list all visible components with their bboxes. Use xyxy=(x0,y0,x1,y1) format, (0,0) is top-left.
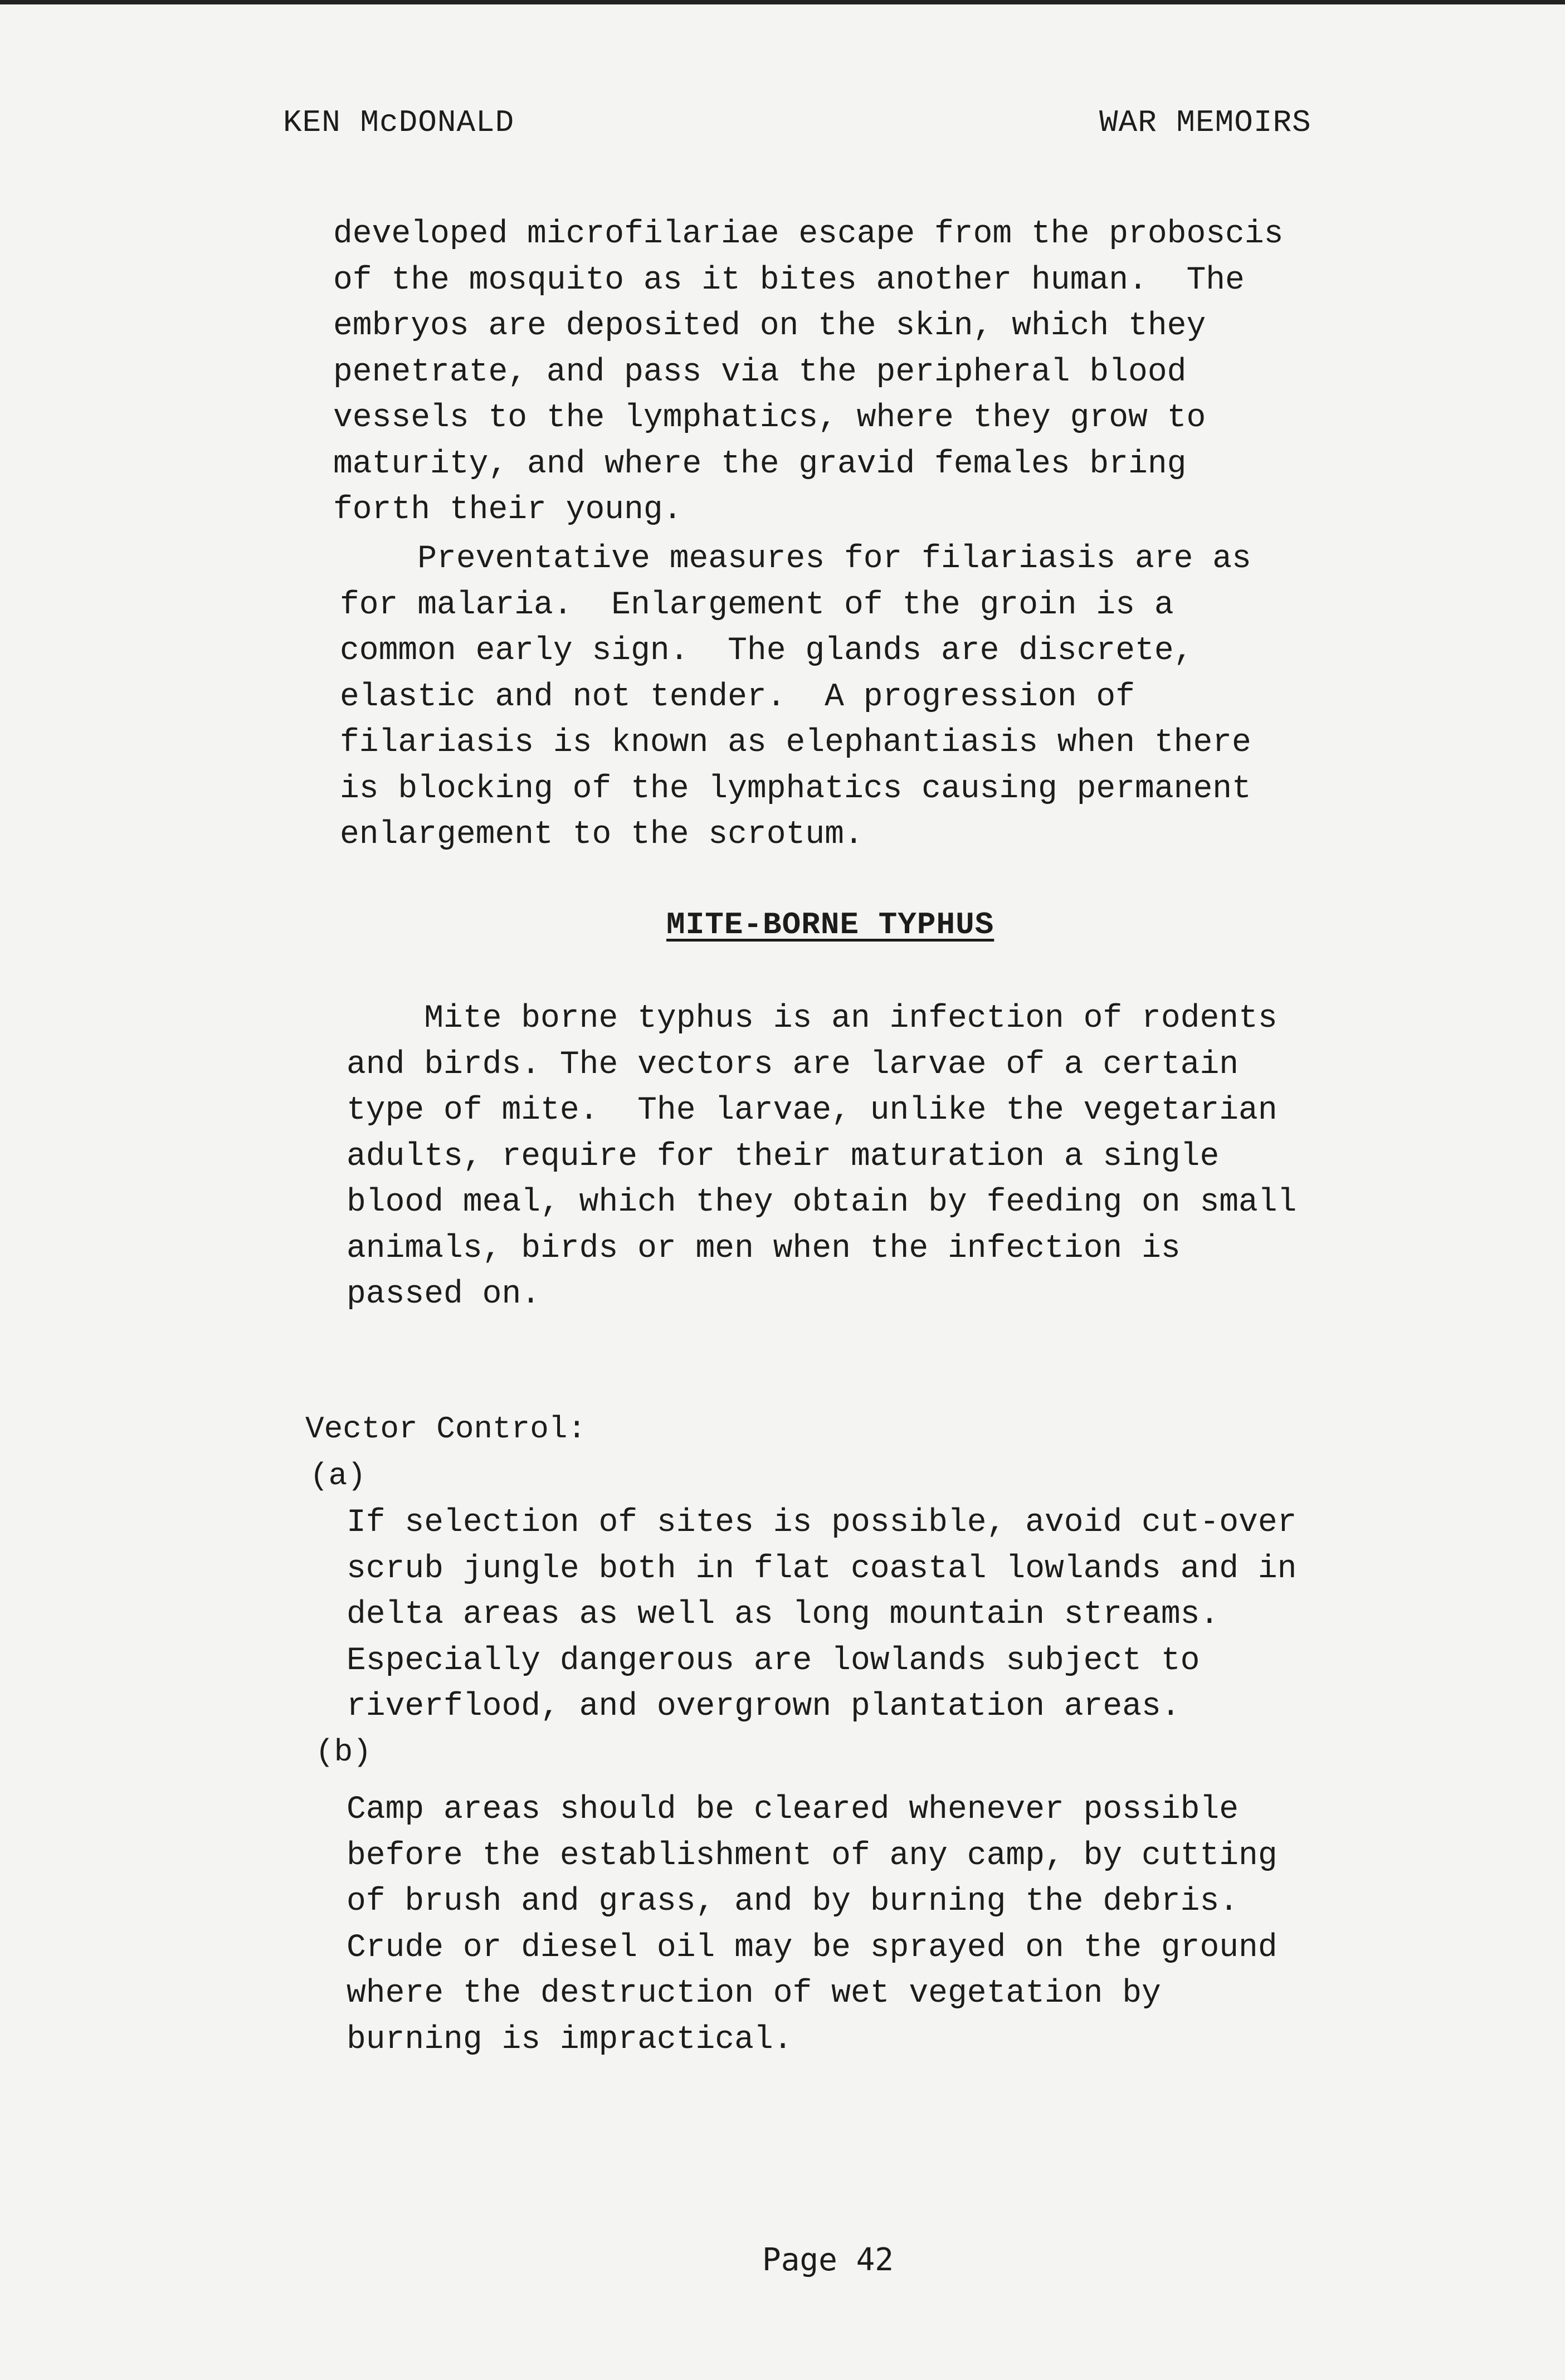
section-heading-mite-borne-typhus: MITE-BORNE TYPHUS xyxy=(666,907,994,943)
list-item-b-marker: (b) xyxy=(315,1734,372,1770)
paragraph-filariae-lifecycle: developed microfilariae escape from the proboscis of the mosquito as it bites another human. The embryos are deposited on the skin, which they penetrate, and pass via the peripheral blood vessels to the lymphatics, where they grow to maturity, and where the gravid females bring forth their young. xyxy=(333,216,1284,528)
vector-control-label: Vector Control: xyxy=(305,1411,587,1447)
paragraph-site-selection: If selection of sites is possible, avoid cut-over scrub jungle both in flat coastal lowlands and in delta areas as well as long mountain streams. Especially dangerous are lowlands subject to riverflood, and overgrown plantation areas. xyxy=(347,1505,1297,1725)
paragraph-mite-borne-typhus: Mite borne typhus is an infection of rodents and birds. The vectors are larvae of a certain type of mite. The larvae, unlike the vegetarian adults, require for their maturation a single blood meal, which they obtain by feeding on small animals, birds or men when the infection is passed on. xyxy=(347,1001,1297,1313)
paragraph-filariasis-prevention: Preventative measures for filariasis are as for malaria. Enlargement of the groin is a common early sign. The glands are discrete, elastic and not tender. A progression of filariasis is known as elephantiasis when there is blocking of the lymphatics causing permanent enlargement to the scrotum. xyxy=(340,541,1251,853)
paragraph-camp-clearing: Camp areas should be cleared whenever possible before the establishment of any camp, by cutting of brush and grass, and by burning the debris. Crude or diesel oil may be sprayed on the ground where the destruction of wet vegetation by burning is impractical. xyxy=(347,1792,1278,2058)
page-number: Page 42 xyxy=(762,2242,894,2278)
header-title: WAR MEMOIRS xyxy=(1099,105,1312,140)
list-item-a-marker: (a) xyxy=(310,1458,366,1494)
top-border-rule xyxy=(0,0,1565,4)
header-author: KEN McDONALD xyxy=(283,105,515,140)
